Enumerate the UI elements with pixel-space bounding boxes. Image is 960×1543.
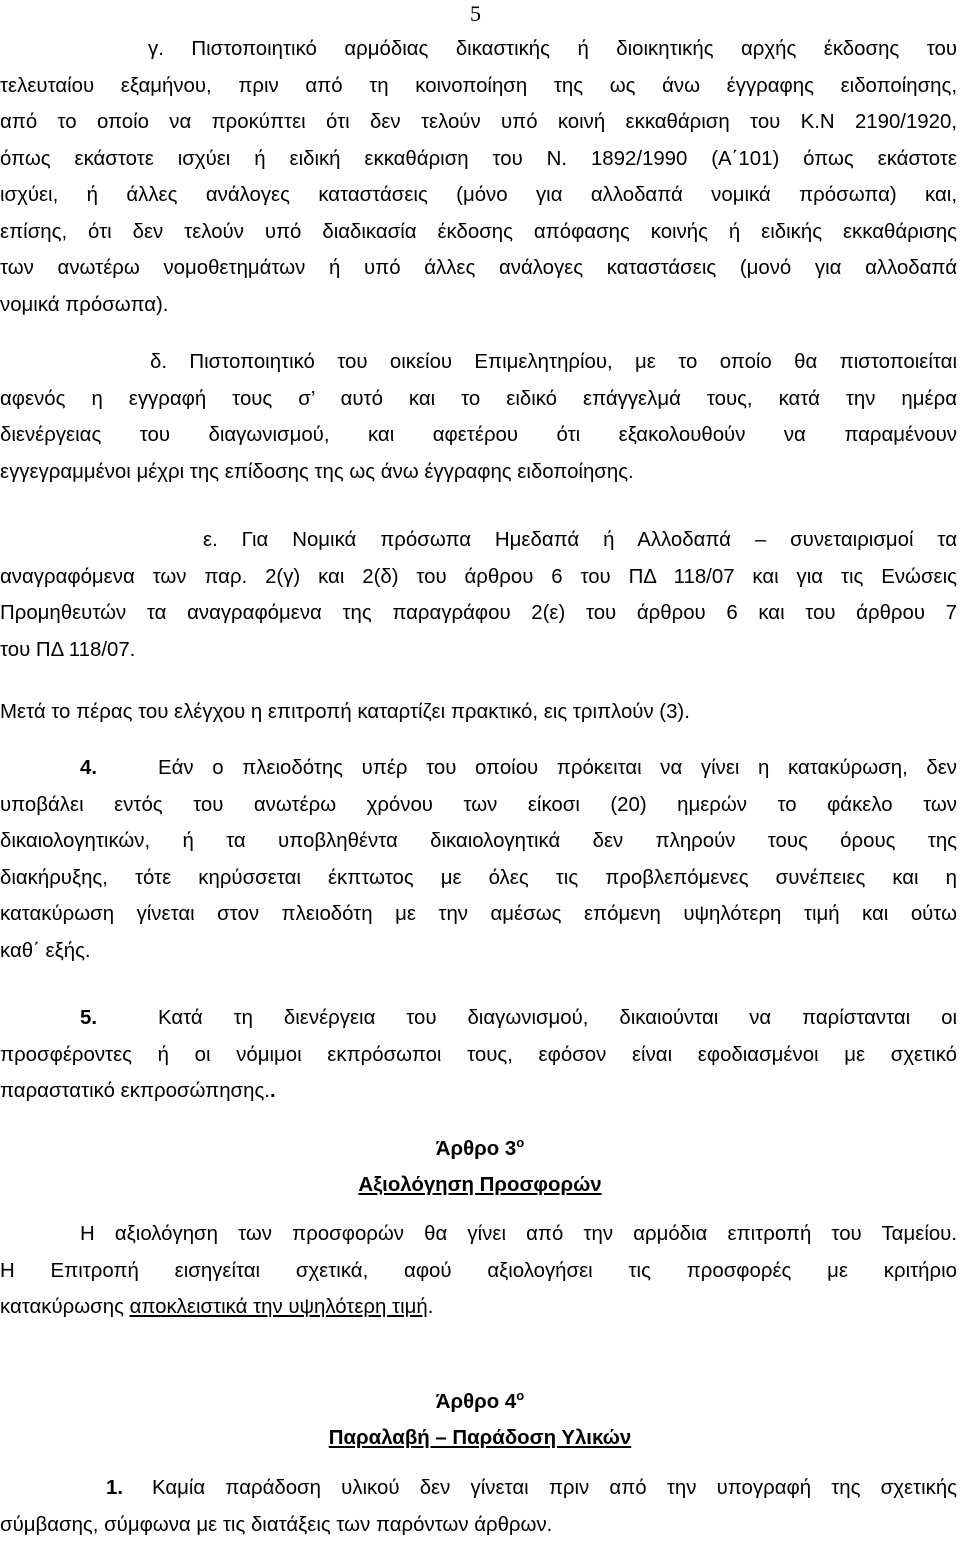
paragraph-gamma (0, 31, 957, 323)
text-line-content: παραστατικό εκπροσώπησης. (0, 1080, 270, 1102)
text-line: των ανωτέρω νομοθετημάτων ή υπό άλλες ανάλογες καταστάσεις (μονό για αλλοδαπά (0, 250, 957, 287)
text-line: διακήρυξης, τότε κηρύσσεται έκπτωτος με όλες τις προβλεπόμενες συνέπειες και η (0, 860, 957, 897)
text-line-content: Κατά τη διενέργεια του διαγωνισμού, δικαιούνται να παρίστανται οι (158, 1000, 957, 1037)
text-line: Προμηθευτών τα αναγραφόμενα της παραγράφου 2(ε) του άρθρου 6 και του άρθρου 7 (0, 595, 957, 632)
text-line: εγγεγραμμένοι μέχρι της επίδοσης της ως άνω έγγραφης ειδοποίησης. (0, 454, 957, 491)
text-line: ισχύει, ή άλλες ανάλογες καταστάσεις (μόνο για αλλοδαπά νομικά πρόσωπα) και, (0, 177, 957, 214)
paragraph-article-4-1 (0, 1470, 957, 1543)
paragraph-after-check (0, 694, 957, 731)
text-line: αναγραφόμενα των παρ. 2(γ) και 2(δ) του άρθρου 6 του ΠΔ 118/07 και για τις Ενώσεις (0, 559, 957, 596)
text-line: καθ΄ εξής. (0, 933, 957, 970)
paragraph-4 (0, 750, 957, 969)
text-line: υποβάλει εντός του ανωτέρω χρόνου των είκοσι (20) ημερών το φάκελο των (0, 787, 957, 824)
paragraph-delta (0, 344, 957, 490)
article-label-text: Άρθρο 4 (436, 1391, 516, 1413)
text-line (0, 1289, 957, 1326)
text-line: δ. Πιστοποιητικό του οικείου Επιμελητηρίου, με το οποίο θα πιστοποιείται (0, 344, 957, 381)
paragraph-5 (0, 1000, 957, 1110)
text-line: κατακύρωση γίνεται στον πλειοδότη με την αμέσως επόμενη υψηλότερη τιμή και ούτω (0, 896, 957, 933)
paragraph-article-3 (0, 1216, 957, 1326)
text-line: δικαιολογητικών, ή τα υποβληθέντα δικαιολογητικά δεν πληρούν τους όρους της (0, 823, 957, 860)
text-line: νομικά πρόσωπα). (0, 287, 957, 324)
text-line-prefix: κατακύρωσης (0, 1296, 130, 1318)
article-title: Αξιολόγηση Προσφορών (0, 1167, 960, 1203)
text-line: προσφέροντες ή οι νόμιμοι εκπρόσωποι τους, εφόσον είναι εφοδιασμένοι με σχετικό (0, 1037, 957, 1074)
text-line: γ. Πιστοποιητικό αρμόδιας δικαστικής ή διοικητικής αρχής έκδοσης του (0, 31, 957, 68)
article-superscript: ο (516, 1388, 524, 1403)
text-line (0, 1073, 957, 1110)
text-line: από το οποίο να προκύπτει ότι δεν τελούν υπό κοινή εκκαθάριση του Κ.Ν 2190/1920, (0, 104, 957, 141)
paragraph-number: 1. (0, 1470, 152, 1507)
paragraph-epsilon (0, 522, 957, 668)
article-title: Παραλαβή – Παράδοση Υλικών (0, 1420, 960, 1456)
text-line (0, 1000, 957, 1037)
text-line-content: Εάν ο πλειοδότης υπέρ του οποίου πρόκειται να γίνει η κατακύρωση, δεν (158, 750, 957, 787)
text-line (0, 1470, 957, 1507)
text-line: Η αξιολόγηση των προσφορών θα γίνει από την αρμόδια επιτροπή του Ταμείου. (0, 1216, 957, 1253)
text-line (0, 750, 957, 787)
paragraph-number: 4. (0, 750, 158, 787)
text-line: όπως εκάστοτε ισχύει ή ειδική εκκαθάριση του Ν. 1892/1990 (Α΄101) όπως εκάστοτε (0, 141, 957, 178)
text-line-content: Καμία παράδοση υλικού δεν γίνεται πριν από την υπογραφή της σχετικής (152, 1470, 957, 1507)
article-label (0, 1378, 960, 1420)
text-line: ε. Για Νομικά πρόσωπα Ημεδαπά ή Αλλοδαπά – συνεταιρισμοί τα (0, 522, 957, 559)
text-line: Η Επιτροπή εισηγείται σχετικά, αφού αξιολογήσει τις προσφορές με κριτήριο (0, 1253, 957, 1290)
text-line: τελευταίου εξαμήνου, πριν από τη κοινοποίηση της ως άνω έγγραφης ειδοποίησης, (0, 68, 957, 105)
article-label-text: Άρθρο 3 (436, 1138, 516, 1160)
text-line: αφενός η εγγραφή τους σ’ αυτό και το ειδικό επάγγελμά τους, κατά την ημέρα (0, 381, 957, 418)
text-line: του ΠΔ 118/07. (0, 632, 957, 669)
article-4-heading (0, 1378, 960, 1456)
text-line-suffix: . (428, 1296, 434, 1318)
article-3-heading (0, 1125, 960, 1203)
text-line: σύμβασης, σύμφωνα με τις διατάξεις των παρόντων άρθρων. (0, 1507, 957, 1543)
final-mark: . (270, 1080, 276, 1102)
criterion-underlined: αποκλειστικά την υψηλότερη τιμή (130, 1296, 428, 1318)
article-label (0, 1125, 960, 1167)
text-line: διενέργειας του διαγωνισμού, και αφετέρου ότι εξακολουθούν να παραμένουν (0, 417, 957, 454)
text-line: επίσης, ότι δεν τελούν υπό διαδικασία έκδοσης απόφασης κοινής ή ειδικής εκκαθάρισης (0, 214, 957, 251)
paragraph-number: 5. (0, 1000, 158, 1037)
text-line: Μετά το πέρας του ελέγχου η επιτροπή καταρτίζει πρακτικό, εις τριπλούν (3). (0, 694, 957, 731)
article-superscript: ο (516, 1135, 524, 1150)
page-number: 5 (470, 2, 481, 26)
